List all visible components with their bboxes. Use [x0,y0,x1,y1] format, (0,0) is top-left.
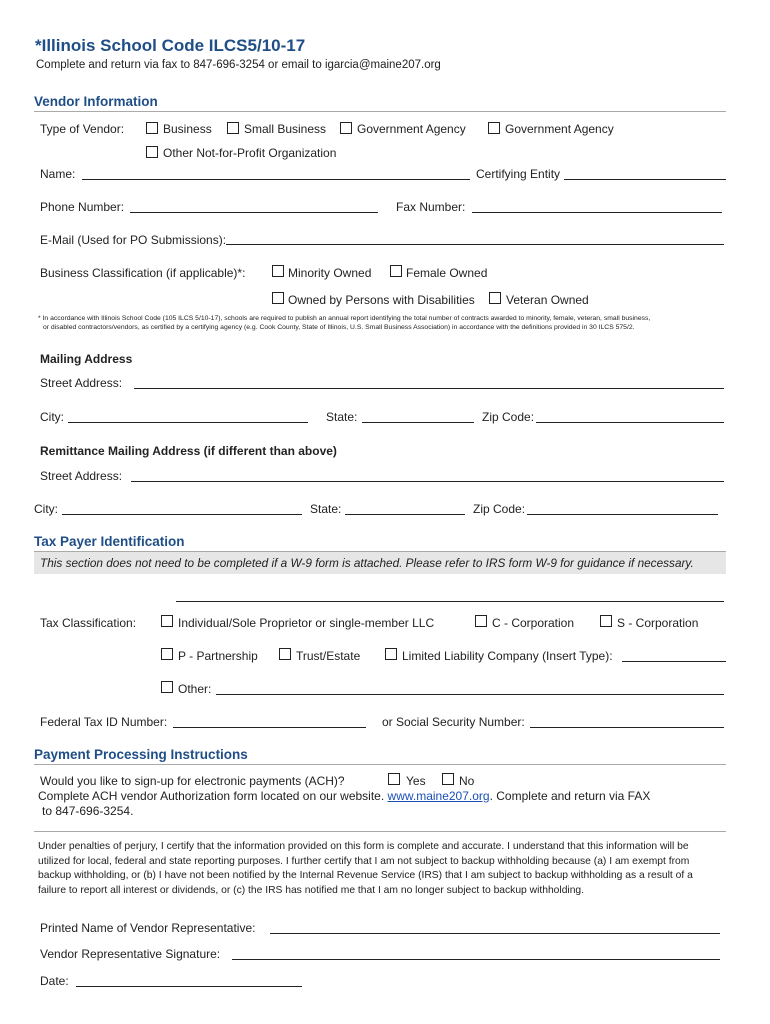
government-agency-label: Government Agency [357,122,466,136]
remittance-street-field[interactable] [131,481,724,482]
name-field[interactable] [82,179,470,180]
mailing-zip-label: Zip Code: [482,410,535,424]
mailing-state-label: State: [326,410,358,424]
footnote-line-2: or disabled contractors/vendors, as certified by a certifying agency (e.g. Cook County, State of Illinois, U.S. Small Business Association) in accordance with the definitions provided in 30 ILCS 575/2. [43,324,635,331]
individual-checkbox[interactable] [161,615,173,627]
minority-owned-label: Minority Owned [288,266,372,280]
disabilities-owned-checkbox[interactable] [272,292,284,304]
printed-name-label: Printed Name of Vendor Representative: [40,921,256,935]
disabilities-owned-label: Owned by Persons with Disabilities [288,293,475,307]
remittance-state-field[interactable] [345,514,465,515]
other-label: Other: [178,682,212,696]
ach-instructions-text: Complete ACH vendor Authorization form located on our website. [38,789,385,803]
page-title: *Illinois School Code ILCS5/10-17 [35,36,306,55]
c-corporation-label: C - Corporation [492,616,575,630]
mailing-city-field[interactable] [68,422,308,423]
remittance-city-field[interactable] [62,514,302,515]
tax-classification-label: Tax Classification: [40,616,137,630]
certifying-entity-field[interactable] [564,179,726,180]
mailing-address-title: Mailing Address [40,352,133,366]
website-link[interactable]: www.maine207.org [387,789,490,803]
ssn-field[interactable] [530,727,724,728]
veteran-owned-label: Veteran Owned [506,293,589,307]
printed-name-field[interactable] [270,933,720,934]
section-divider [34,111,726,112]
section-divider [34,764,726,765]
taxpayer-banner-text: This section does not need to be completed if a W-9 form is attached. Please refer to IRS form W-9 for guidance if necessary. [40,556,694,570]
certifying-entity-label: Certifying Entity [476,167,561,181]
section-divider [34,831,726,832]
llc-checkbox[interactable] [385,648,397,660]
partnership-checkbox[interactable] [161,648,173,660]
signature-field[interactable] [232,959,720,960]
individual-label: Individual/Sole Proprietor or single-member LLC [178,616,435,630]
ssn-label: or Social Security Number: [382,715,525,729]
c-corporation-checkbox[interactable] [475,615,487,627]
taxpayer-section-title: Tax Payer Identification [34,534,185,549]
federal-tax-id-field[interactable] [173,727,366,728]
email-field[interactable] [226,244,724,245]
small-business-label: Small Business [244,122,327,136]
mailing-zip-field[interactable] [536,422,724,423]
fax-label: Fax Number: [396,200,466,214]
footnote-line-1: * In accordance with Illinois School Code (105 ILCS 5/10-17), schools are required to publish an annual report identifying the total number of contracts awarded to minority, female, veteran, small business, [38,315,651,322]
page-subtitle: Complete and return via fax to 847-696-3254 or email to igarcia@maine207.org [36,59,441,71]
remittance-city-label: City: [34,502,58,516]
partnership-label: P - Partnership [178,649,258,663]
payment-section-title: Payment Processing Instructions [34,747,248,762]
nonprofit-checkbox[interactable] [146,146,158,158]
remittance-state-label: State: [310,502,342,516]
trust-estate-label: Trust/Estate [296,649,361,663]
nonprofit-label: Other Not-for-Profit Organization [163,146,337,160]
date-label: Date: [40,974,69,988]
minority-owned-checkbox[interactable] [272,265,284,277]
phone-label: Phone Number: [40,200,125,214]
certification-text: Under penalties of perjury, I certify that the information provided on this form is complete and accurate. I understand that this information will be utilized for local, federal and state reporting purposes. I further certify that I am not subject to backup withholding because (a) I am exempt from backup withholding, or (b) I have not been notified by the Internal Revenue Service (IRS) that I am subject to backup withholding as a result of a failure to report all interest or dividends, or (c) the IRS has notified me that I am no longer subject to backup withholding. [38,841,693,896]
s-corporation-checkbox[interactable] [600,615,612,627]
government-agency-2-label: Government Agency [505,122,614,136]
ach-yes-checkbox[interactable] [388,773,400,785]
trust-estate-checkbox[interactable] [279,648,291,660]
remittance-street-label: Street Address: [40,469,123,483]
government-agency-2-checkbox[interactable] [488,122,500,134]
email-label: E-Mail (Used for PO Submissions): [40,233,227,247]
remittance-address-title: Remittance Mailing Address (if different than above) [40,444,337,458]
veteran-owned-checkbox[interactable] [489,292,501,304]
female-owned-checkbox[interactable] [390,265,402,277]
ach-instructions-end: . Complete and return via FAX [489,789,651,803]
ach-no-checkbox[interactable] [442,773,454,785]
llc-type-field[interactable] [622,661,726,662]
mailing-street-field[interactable] [134,388,724,389]
signature-label: Vendor Representative Signature: [40,947,221,961]
mailing-state-field[interactable] [362,422,474,423]
other-field[interactable] [216,694,724,695]
date-field[interactable] [76,986,302,987]
remittance-zip-label: Zip Code: [473,502,526,516]
ach-no-label: No [459,774,475,788]
business-label: Business [163,122,212,136]
phone-field[interactable] [130,212,378,213]
federal-tax-id-label: Federal Tax ID Number: [40,715,168,729]
s-corporation-label: S - Corporation [617,616,699,630]
fax-field[interactable] [472,212,722,213]
llc-label: Limited Liability Company (Insert Type): [402,649,613,663]
taxpayer-name-field[interactable] [176,601,724,602]
remittance-zip-field[interactable] [527,514,718,515]
vendor-section-title: Vendor Information [34,94,158,109]
ach-yes-label: Yes [406,774,426,788]
small-business-checkbox[interactable] [227,122,239,134]
female-owned-label: Female Owned [406,266,488,280]
ach-question: Would you like to sign-up for electronic payments (ACH)? [40,774,345,788]
government-agency-checkbox[interactable] [340,122,352,134]
business-classification-label: Business Classification (if applicable)*: [40,266,246,280]
business-checkbox[interactable] [146,122,158,134]
name-label: Name: [40,167,76,181]
other-checkbox[interactable] [161,681,173,693]
ach-instructions [38,789,650,803]
mailing-city-label: City: [40,410,64,424]
ach-fax-number: to 847-696-3254. [42,804,134,818]
vendor-type-label: Type of Vendor: [40,122,125,136]
mailing-street-label: Street Address: [40,376,123,390]
